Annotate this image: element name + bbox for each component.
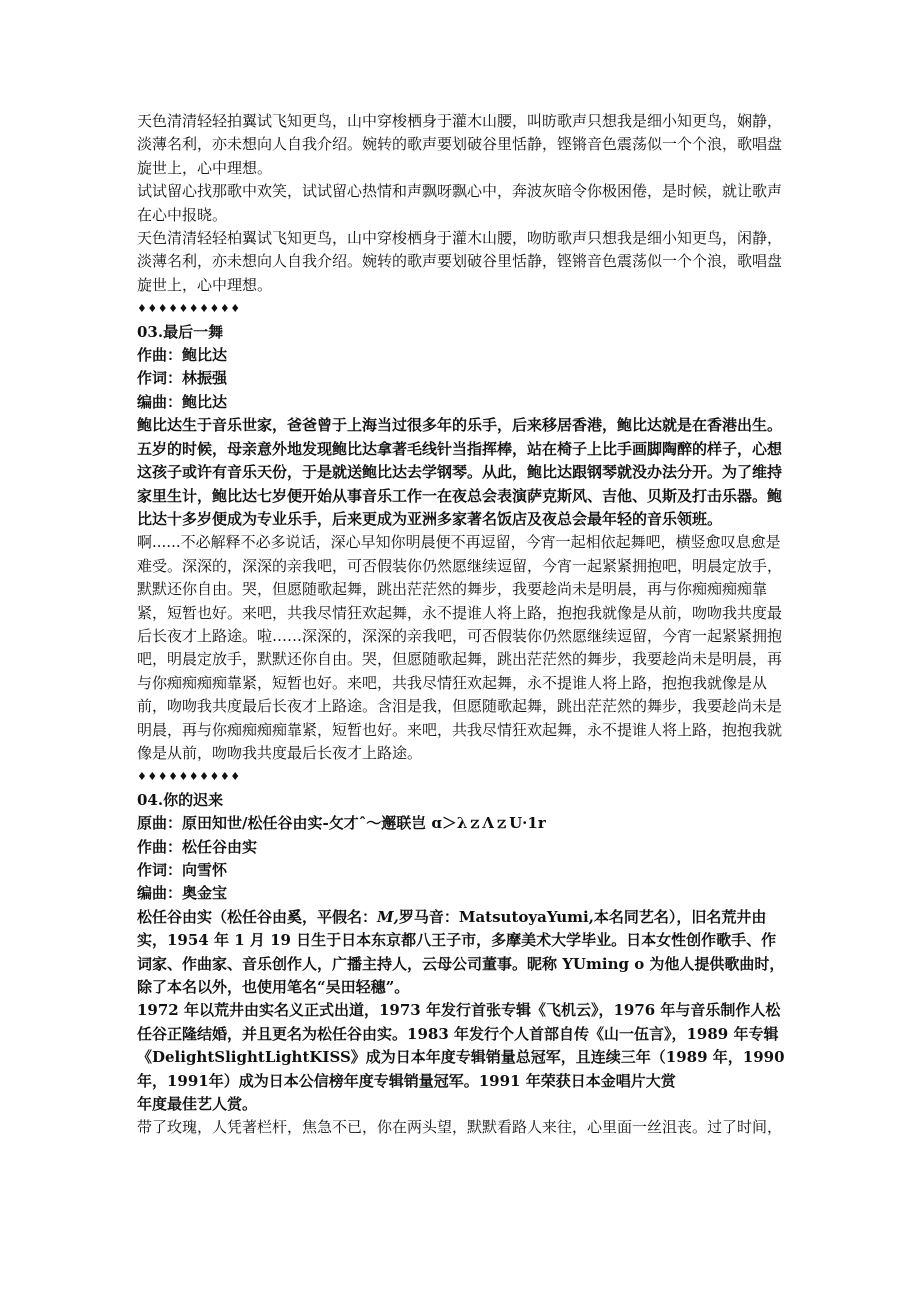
song-title: 04.你的迟来 (137, 790, 224, 809)
lyrics-paragraph: 带了玫瑰，人凭著栏杆，焦急不已，你在两头望，默默看路人来往，心里面一丝沮丧。过了时间， (137, 1118, 783, 1137)
bio-text: 松任谷由实（松任谷由奚，平假名： (137, 907, 378, 926)
lyricist-credit: 作词：林振强 (137, 369, 228, 388)
lyrics-paragraph: 天色清清轻轻柏翼试飞知更鸟，山中穿梭栖身于灌木山腰，吻昉歌声只想我是细小知更鸟，闲静，淡薄名利，亦未想向人自我介绍。婉转的歌声要划破谷里恬静，铿锵音色震荡似一个个浪，歌唱盘旋世上，心中理想。 (137, 229, 783, 294)
arranger-credit: 编曲：鲍比达 (137, 392, 228, 411)
artist-bio: 1972 年以荒井由实名义正式出道，1973 年发行首张专辑《飞机云》，1976 年与音乐制作人松任谷正隆结婚，并且更名为松任谷由实。1983 年发行个人首部自传《山一伍言》，1989 年专辑《DelightSlightLightKISS》成为日本年度专辑销量总冠军，且连续三年（1989 年，1990 年，1991年）成为日本公信榜年度专辑销量冠军。1991 年荣获日本金唱片大赏 (137, 1001, 785, 1090)
composer-credit: 作曲：鲍比达 (137, 346, 228, 365)
lyricist-credit: 作词：向雪怀 (137, 861, 228, 879)
lyrics-paragraph: 啊......不必解释不必多说话，深心早知你明晨便不再逗留，今宵一起相依起舞吧，横竖愈叹息愈是难受。深深的，深深的亲我吧，可否假装你仍然愿继续逗留，今宵一起紧紧拥抱吧，明晨定放手，默默还你自由。哭，但愿随歌起舞，跳出茫茫然的舞步，我要趁尚未是明晨，再与你痴痴痴痴靠紧，短暂也好。来吧，共我尽情狂欢起舞，永不提谁人将上路，抱抱我就像是从前，吻吻我共度最后长夜才上路途。啦……深深的，深深的亲我吧，可否假装你仍然愿继续逗留，今宵一起紧紧拥抱吧，明晨定放手，默默还你自由。哭，但愿随歌起舞，跳出茫茫然的舞步，我要趁尚未是明晨，再与你痴痴痴痴靠紧，短暂也好。来吧，共我尽情狂欢起舞，永不提谁人将上路，抱抱我就像是从前，吻吻我共度最后长夜才上路途。含泪是我，但愿随歌起舞，跳出茫茫然的舞步，我要趁尚未是明晨，再与你痴痴痴痴靠紧，短暂也好。来吧，共我尽情狂欢起舞，永不提谁人将上路，抱抱我就像是从前，吻吻我共度最后长夜才上路途。 (137, 533, 783, 762)
artist-bio: 鲍比达生于音乐世家，爸爸曾于上海当过很多年的乐手，后来移居香港，鲍比达就是在香港出生。五岁的时候，母亲意外地发现鲍比达拿著毛线针当指挥棒，站在椅子上比手画脚陶醉的样子，心想这孩子或许有音乐天份，于是就送鲍比达去学钢琴。从此，鲍比达跟钢琴就没办法分开。为了维持家里生计，鲍比达七岁便开始从事音乐工作一在夜总会表演萨克斯风、吉他、贝斯及打击乐器。鲍比达十多岁便成为专业乐手，后来更成为亚洲多家著名饭店及夜总会最年轻的音乐领班。 (137, 416, 783, 528)
document-body (137, 110, 787, 1140)
bio-text: 罗马音：MatsutoyaYumi,本名同艺名），旧名荒井由实，1954 年 1 月 19 日生于日本东京都八王子市，多摩美术大学毕业。日本女性创作歌手、作词家、作曲家、音乐创作人，广播主持人，云母公司董事。昵称 YUming o 为他人提供歌曲时，除了本名以外，也使用笔名“吴田轻穗”。 (137, 907, 785, 997)
original-credit: 原曲：原田知世/松任谷由实-攵才ˆ～邂联岂 ɑ＞λｚΛｚU·1r (137, 814, 546, 833)
section-separator: ♦♦♦♦♦♦♦♦♦♦ (137, 302, 241, 316)
lyrics-paragraph: 天色清清轻轻拍翼试飞知更鸟，山中穿梭栖身于灌木山腰，叫昉歌声只想我是细小知更鸟，娴静，淡薄名利，亦未想向人自我介绍。婉转的歌声要划破谷里恬静，铿锵音色震荡似一个个浪，歌唱盘旋世上，心中理想。 (137, 112, 783, 177)
bio-italic-text: M, (377, 907, 399, 926)
arranger-credit: 编曲：奥金宝 (137, 884, 228, 903)
composer-credit: 作曲：松任谷由实 (137, 837, 258, 856)
song-title: 03.最后一舞 (137, 322, 224, 341)
artist-bio: 年度最佳艺人赏。 (137, 1095, 258, 1114)
artist-bio (137, 906, 787, 1000)
lyrics-paragraph: 试试留心找那歌中欢笑，试试留心热情和声飘呀飘心中，奔波灰暗令你极困倦，是时候，就让歌声在心中报晓。 (137, 182, 783, 224)
section-separator: ♦♦♦♦♦♦♦♦♦♦ (137, 770, 241, 784)
